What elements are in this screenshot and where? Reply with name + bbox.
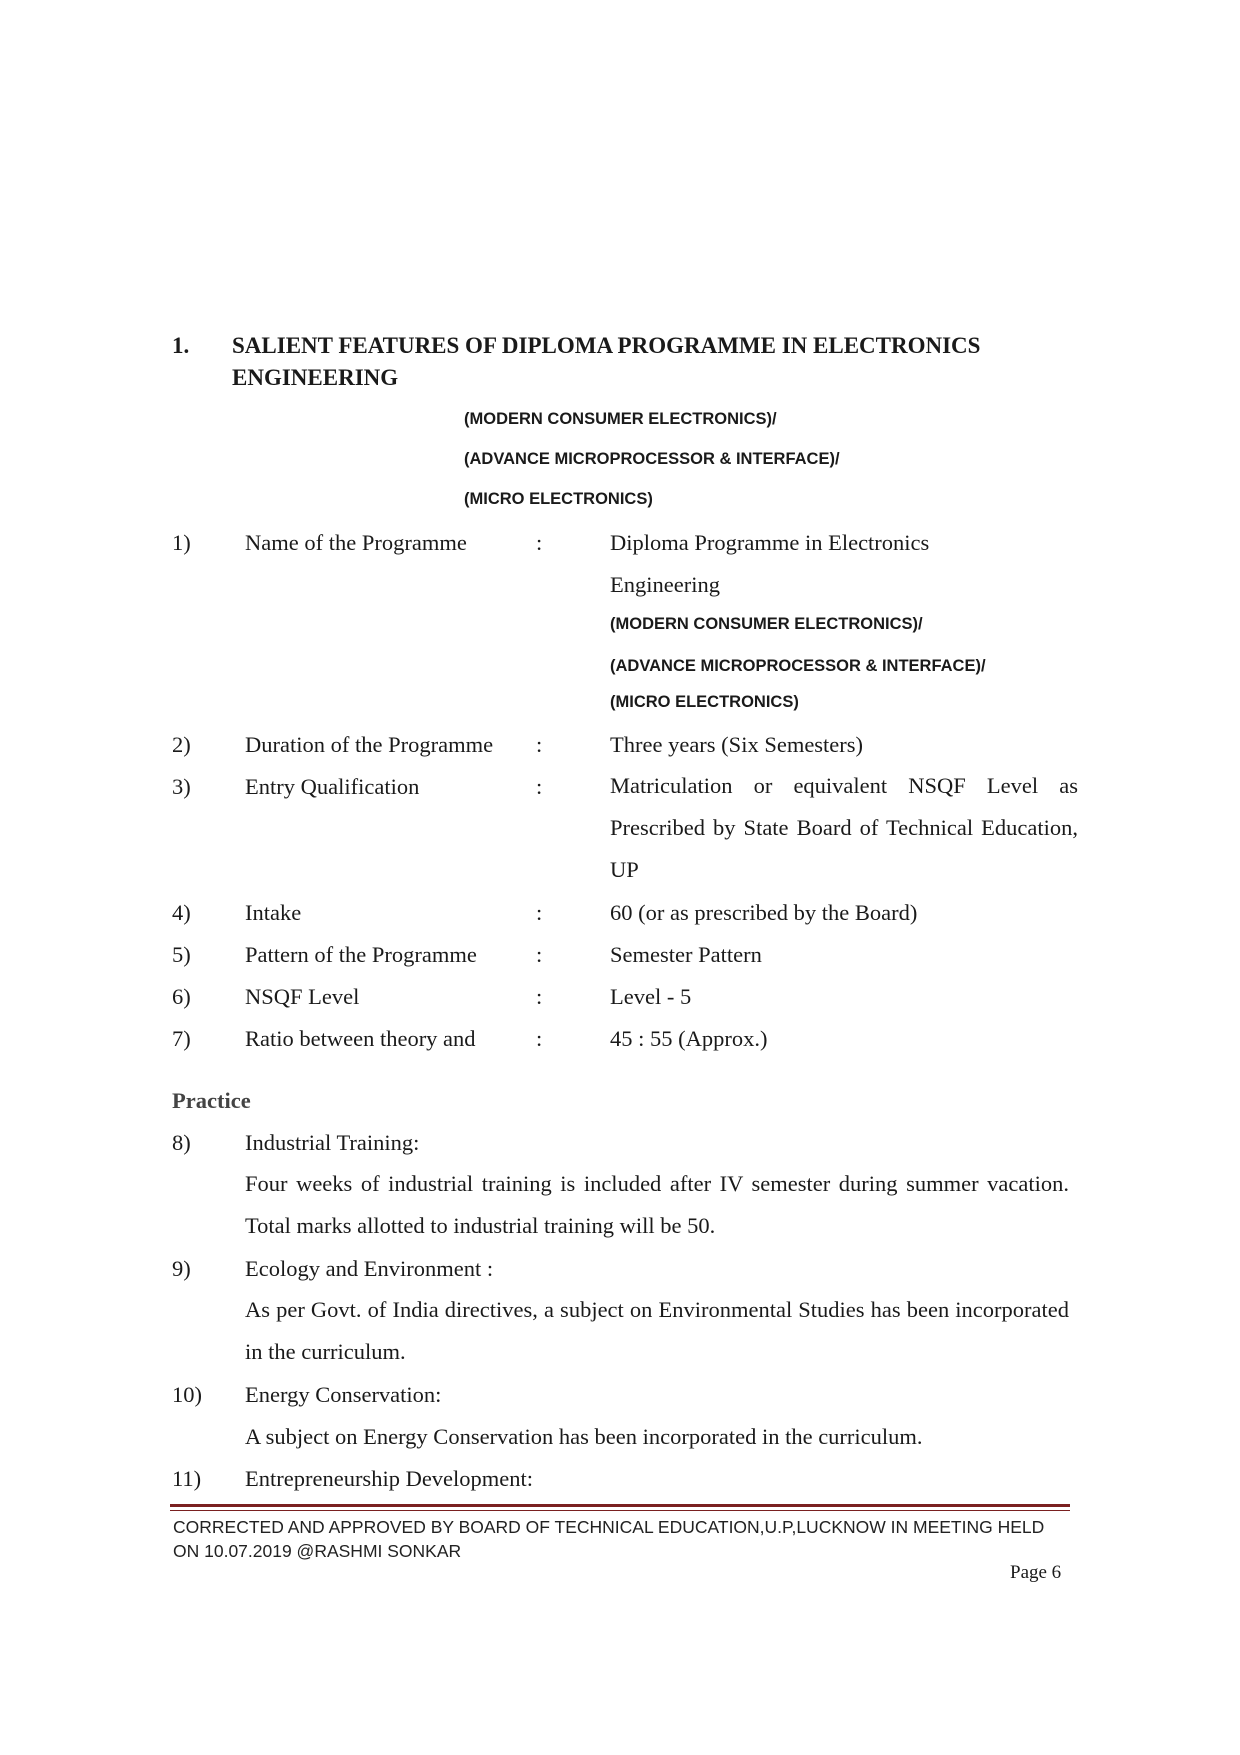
feature-number: 2) <box>172 732 191 757</box>
feature-number: 4) <box>172 900 191 925</box>
feature-number: 3) <box>172 774 191 799</box>
feature-number: 1) <box>172 530 191 555</box>
feature-colon: : <box>536 984 543 1009</box>
feature-number: 7) <box>172 1026 191 1051</box>
footer-divider <box>170 1504 1070 1507</box>
item-number: 11) <box>172 1466 202 1491</box>
item-title: Energy Conservation: <box>245 1382 442 1407</box>
practice-label: Practice <box>172 1088 251 1113</box>
feature-label: Intake <box>245 900 302 925</box>
feature-label: Ratio between theory and <box>245 1026 476 1051</box>
item-text: Four weeks of industrial training is included after IV semester during summer vacation. Total marks allotted to industrial training will be 50. <box>245 1171 1069 1238</box>
feature-value: Semester Pattern <box>610 942 762 967</box>
footer-divider <box>170 1510 1070 1511</box>
feature-label: Pattern of the Programme <box>245 942 477 967</box>
item-title: Industrial Training: <box>245 1130 420 1155</box>
feature-colon: : <box>536 732 543 757</box>
section-number: 1. <box>172 333 190 358</box>
feature-value: 60 (or as prescribed by the Board) <box>610 900 918 925</box>
feature-value: 45 : 55 (Approx.) <box>610 1026 768 1051</box>
feature-label: NSQF Level <box>245 984 360 1009</box>
footer-note: CORRECTED AND APPROVED BY BOARD OF TECHNICAL EDUCATION,U.P,LUCKNOW IN MEETING HELD ON 10.07.2019 @RASHMI SONKAR <box>173 1517 1045 1561</box>
item-title: Ecology and Environment : <box>245 1256 494 1281</box>
section-title: SALIENT FEATURES OF DIPLOMA PROGRAMME IN ELECTRONICS ENGINEERING <box>232 333 981 390</box>
section-subtitle: (ADVANCE MICROPROCESSOR & INTERFACE)/ <box>464 450 840 468</box>
feature-value: Three years (Six Semesters) <box>610 732 864 757</box>
item-title: Entrepreneurship Development: <box>245 1466 534 1491</box>
item-text: A subject on Energy Conservation has been incorporated in the curriculum. <box>245 1424 923 1449</box>
feature-label: Duration of the Programme <box>245 732 494 757</box>
feature-colon: : <box>536 1026 543 1051</box>
page-number: Page 6 <box>1010 1562 1062 1583</box>
feature-value: Engineering <box>610 572 720 597</box>
feature-value: Matriculation or equivalent NSQF Level as Prescribed by State Board of Technical Education, UP <box>610 773 1078 882</box>
feature-colon: : <box>536 530 543 555</box>
feature-colon: : <box>536 900 543 925</box>
section-subtitle: (MODERN CONSUMER ELECTRONICS)/ <box>464 410 777 428</box>
feature-number: 6) <box>172 984 191 1009</box>
feature-value-sub: (MODERN CONSUMER ELECTRONICS)/ <box>610 615 923 633</box>
feature-colon: : <box>536 942 543 967</box>
feature-colon: : <box>536 774 543 799</box>
item-number: 8) <box>172 1130 191 1155</box>
feature-label: Name of the Programme <box>245 530 467 555</box>
item-number: 10) <box>172 1382 202 1407</box>
feature-label: Entry Qualification <box>245 774 420 799</box>
feature-value: Level - 5 <box>610 984 692 1009</box>
item-text: As per Govt. of India directives, a subject on Environmental Studies has been incorporated in the curriculum. <box>245 1297 1069 1364</box>
item-number: 9) <box>172 1256 191 1281</box>
feature-value: Diploma Programme in Electronics <box>610 530 930 555</box>
feature-value-sub: (ADVANCE MICROPROCESSOR & INTERFACE)/ <box>610 657 986 675</box>
section-subtitle: (MICRO ELECTRONICS) <box>464 490 653 508</box>
feature-value-sub: (MICRO ELECTRONICS) <box>610 693 799 711</box>
feature-number: 5) <box>172 942 191 967</box>
